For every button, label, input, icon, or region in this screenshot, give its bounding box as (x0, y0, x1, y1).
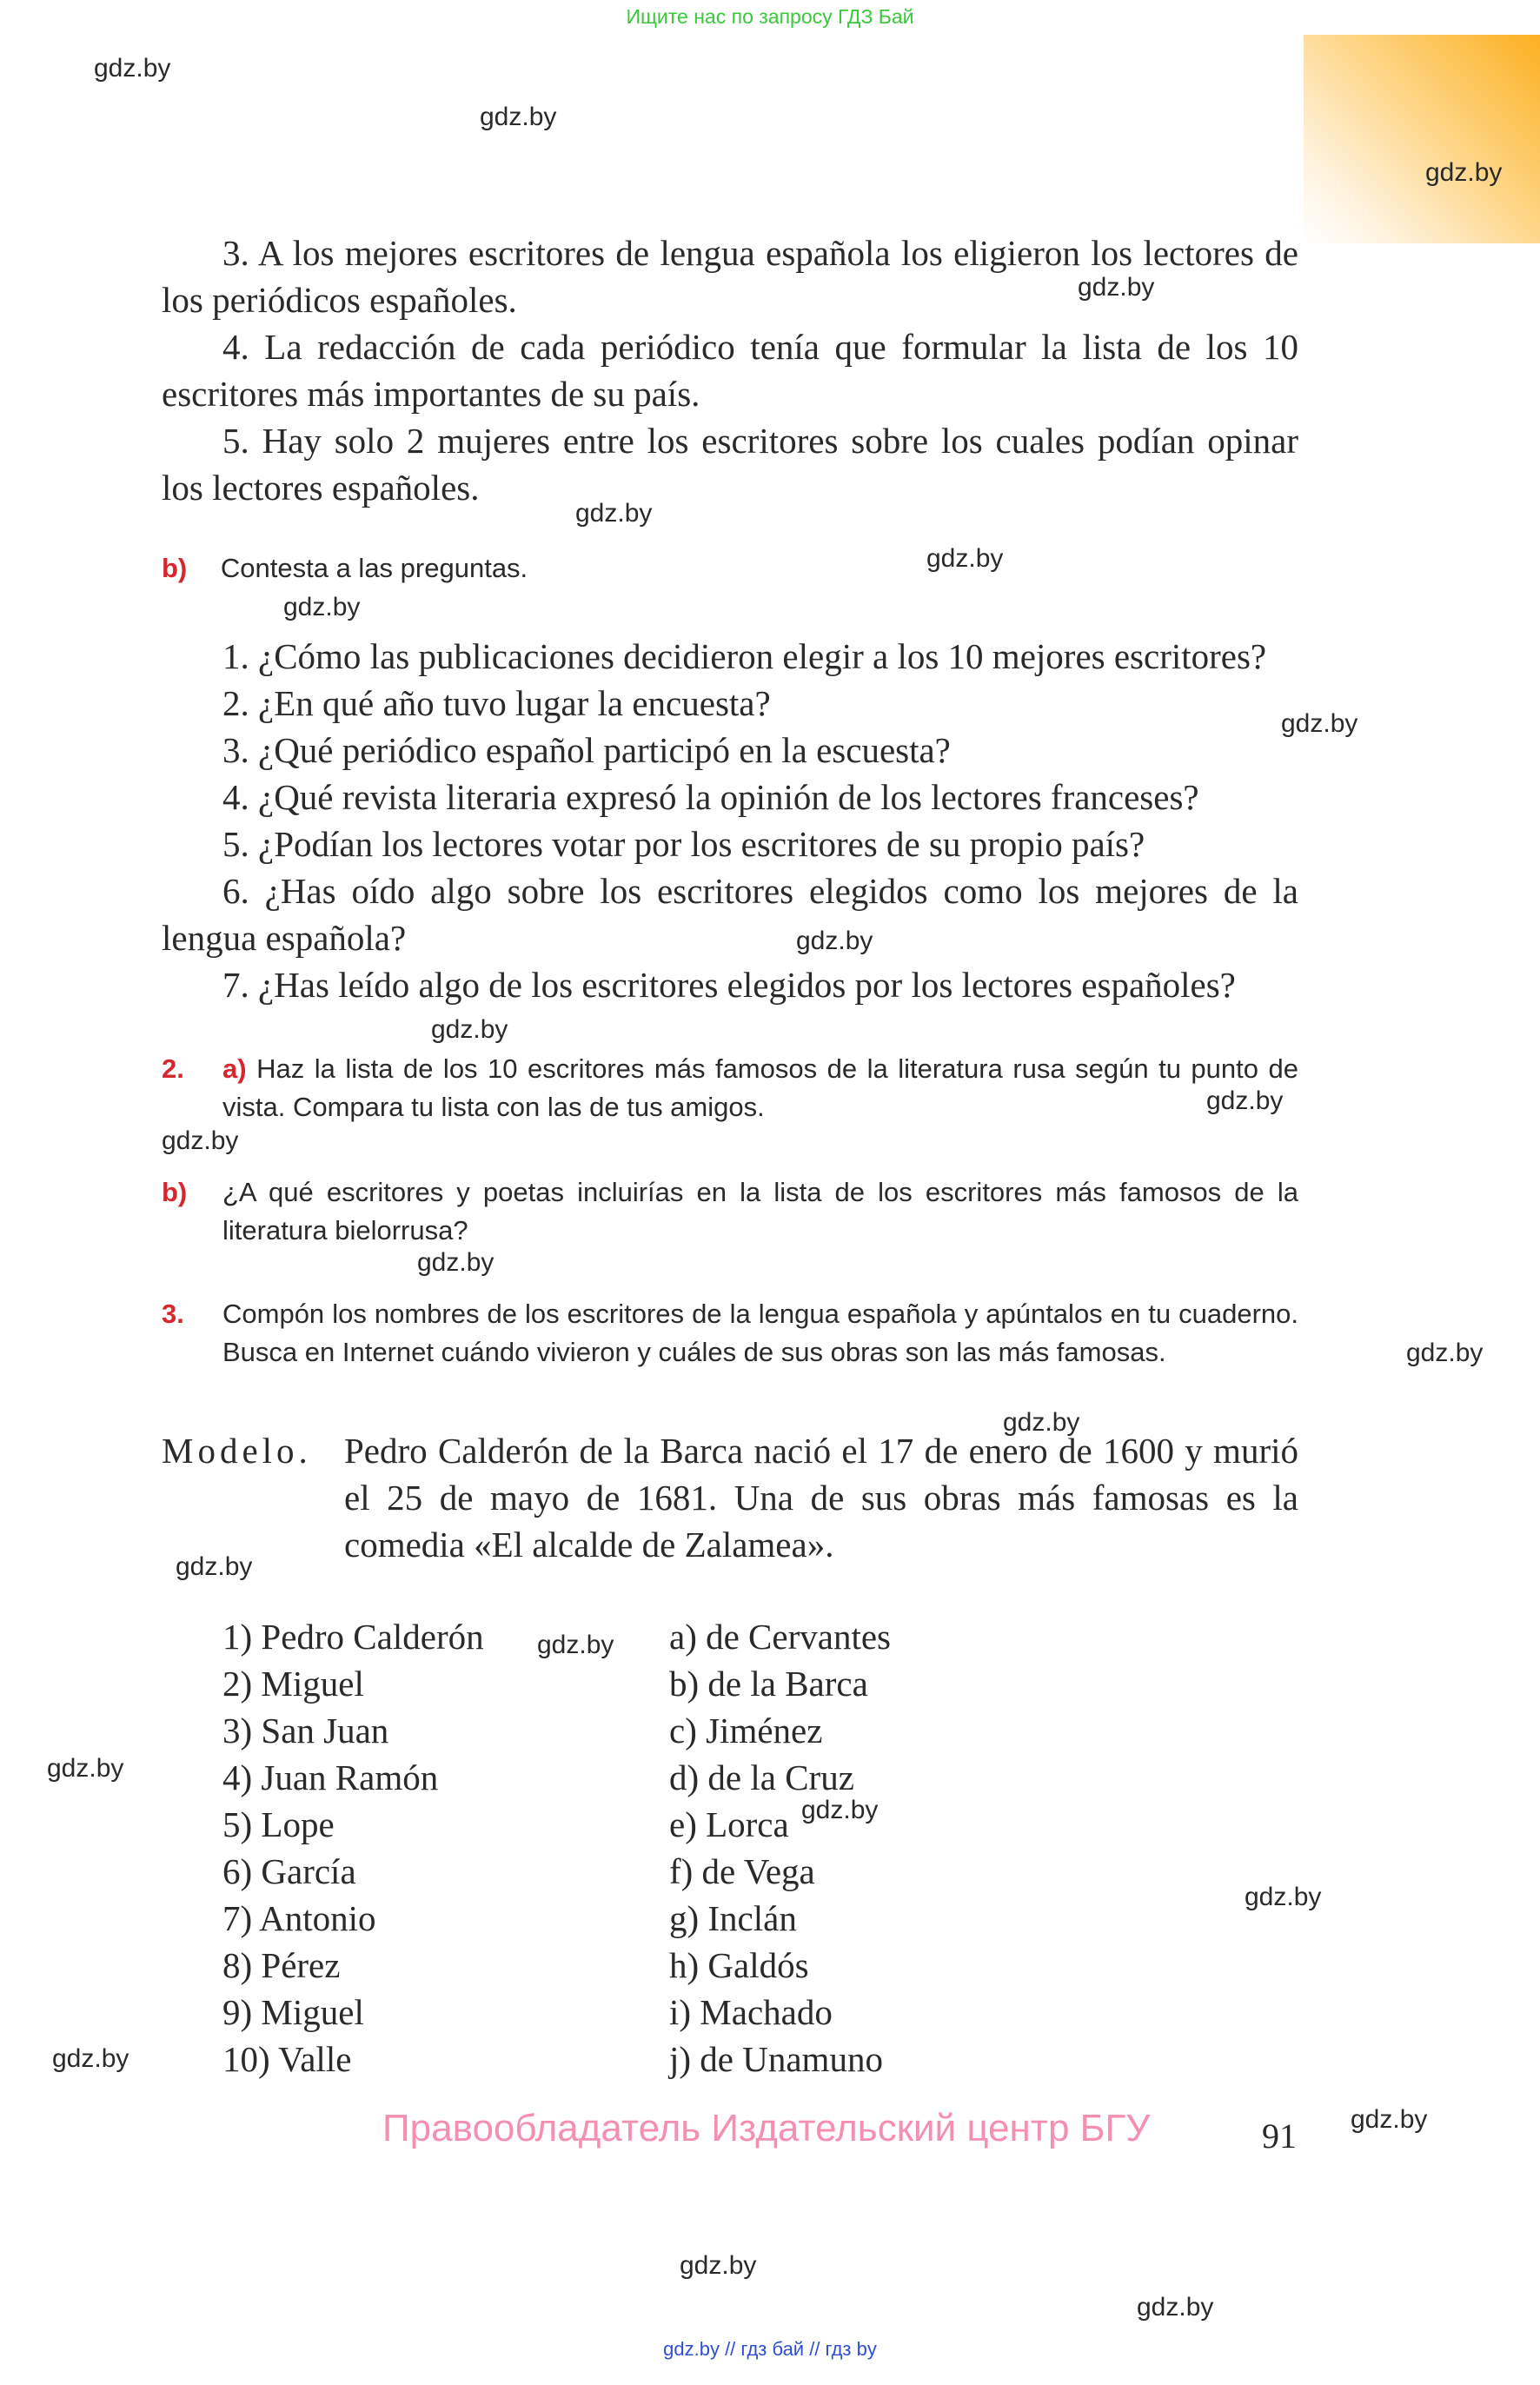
watermark: gdz.by (537, 1631, 614, 1659)
statement: 4. La redacción de cada periódico tenía que formular la lista de los 10 escritores más importantes de su país. (162, 327, 1298, 414)
list-item: 9) Miguel (222, 1992, 364, 2032)
first-names-list (222, 1613, 484, 2083)
modelo-label: Modelo. (162, 1431, 312, 1471)
watermark: gdz.by (52, 2044, 129, 2073)
page-number: 91 (1262, 2116, 1297, 2156)
watermark: gdz.by (1425, 158, 1503, 187)
task-3-number: 3. (162, 1299, 184, 1329)
question: 7. ¿Has leído algo de los escritores elegidos por los lectores españoles? (222, 965, 1236, 1005)
list-item: 7) Antonio (222, 1898, 376, 1938)
watermark: gdz.by (283, 593, 361, 621)
watermark: gdz.by (480, 103, 557, 131)
list-item: 10) Valle (222, 2039, 352, 2079)
task-2a-text: Haz la lista de los 10 escritores más famosos de la literatura rusa según tu punto de vista. Compara tu lista con las de tus amigos. (222, 1053, 1298, 1122)
questions-block (162, 633, 1298, 1008)
task-2a (222, 1050, 1298, 1126)
watermark: gdz.by (162, 1126, 239, 1155)
watermark: gdz.by (94, 54, 171, 83)
list-item: j) de Unamuno (669, 2039, 883, 2079)
watermark: gdz.by (1206, 1086, 1284, 1115)
list-item: f) de Vega (669, 1851, 815, 1891)
list-item: d) de la Cruz (669, 1757, 854, 1797)
watermark: gdz.by (1078, 273, 1155, 302)
watermark: gdz.by (796, 927, 873, 955)
watermark: gdz.by (176, 1552, 253, 1581)
question: 3. ¿Qué periódico español participó en la escuesta? (222, 730, 951, 770)
statements-block (162, 229, 1298, 511)
corner-tab-decoration (1304, 35, 1540, 243)
watermark: gdz.by (1406, 1339, 1484, 1367)
copyright-notice: Правообладатель Издательский центр БГУ (382, 2107, 1151, 2149)
footer-links[interactable]: gdz.by // гдз бай // гдз by (663, 2338, 877, 2360)
modelo-text: Pedro Calderón de la Barca nació el 17 de enero de 1600 y murió el 25 de mayo de 1681. Una de sus obras más famosas es la comedia «El alcalde de Zalamea». (344, 1431, 1298, 1565)
section-b-label: b) (162, 553, 188, 583)
last-names-list (669, 1613, 891, 2083)
watermark: gdz.by (431, 1015, 508, 1044)
watermark: gdz.by (926, 544, 1004, 573)
question: 1. ¿Cómo las publicaciones decidieron elegir a los 10 mejores escritores? (222, 636, 1267, 676)
section-b-instruction (162, 549, 1298, 588)
watermark: gdz.by (575, 499, 653, 528)
task-2-number: 2. (162, 1053, 184, 1084)
watermark: gdz.by (47, 1754, 124, 1783)
question: 6. ¿Has oído algo sobre los escritores elegidos como los mejores de la lengua española? (162, 871, 1298, 958)
task-2b-text: ¿A qué escritores y poetas incluirías en la lista de los escritores más famosos de la literatura bielorrusa? (222, 1177, 1298, 1246)
section-b-text: Contesta a las preguntas. (220, 553, 528, 583)
statement: 3. A los mejores escritores de lengua española los eligieron los lectores de los periódicos españoles. (162, 233, 1298, 320)
watermark: gdz.by (1351, 2105, 1428, 2134)
task-2b-label: b) (162, 1177, 188, 1207)
question: 5. ¿Podían los lectores votar por los escritores de su propio país? (222, 824, 1145, 864)
statement: 5. Hay solo 2 mujeres entre los escritores sobre los cuales podían opinar los lectores españoles. (162, 421, 1298, 508)
task-2a-label: a) (222, 1053, 247, 1084)
watermark: gdz.by (1281, 709, 1358, 738)
list-item: g) Inclán (669, 1898, 797, 1938)
list-item: 8) Pérez (222, 1945, 341, 1985)
list-item: i) Machado (669, 1992, 833, 2032)
watermark: gdz.by (1003, 1408, 1080, 1437)
list-item: 6) García (222, 1851, 356, 1891)
list-item: e) Lorca (669, 1804, 789, 1844)
top-banner[interactable]: Ищите нас по запросу ГДЗ Бай (626, 5, 914, 28)
watermark: gdz.by (1137, 2293, 1214, 2322)
list-item: b) de la Barca (669, 1664, 868, 1704)
question: 2. ¿En qué año tuvo lugar la encuesta? (222, 683, 771, 723)
watermark: gdz.by (801, 1796, 879, 1824)
list-item: 2) Miguel (222, 1664, 364, 1704)
list-item: c) Jiménez (669, 1711, 823, 1751)
list-item: a) de Cervantes (669, 1617, 891, 1657)
watermark: gdz.by (1245, 1883, 1322, 1911)
question: 4. ¿Qué revista literaria expresó la opinión de los lectores franceses? (222, 777, 1199, 817)
list-item: 5) Lope (222, 1804, 335, 1844)
watermark: gdz.by (417, 1248, 495, 1277)
watermark: gdz.by (680, 2251, 757, 2280)
list-item: h) Galdós (669, 1945, 809, 1985)
task-3-text: Compón los nombres de los escritores de la lengua española y apúntalos en tu cuaderno. Busca en Internet cuándo vivieron y cuáles de sus obras son las más famosas. (222, 1299, 1298, 1367)
list-item: 3) San Juan (222, 1711, 389, 1751)
list-item: 4) Juan Ramón (222, 1757, 439, 1797)
list-item: 1) Pedro Calderón (222, 1617, 484, 1657)
